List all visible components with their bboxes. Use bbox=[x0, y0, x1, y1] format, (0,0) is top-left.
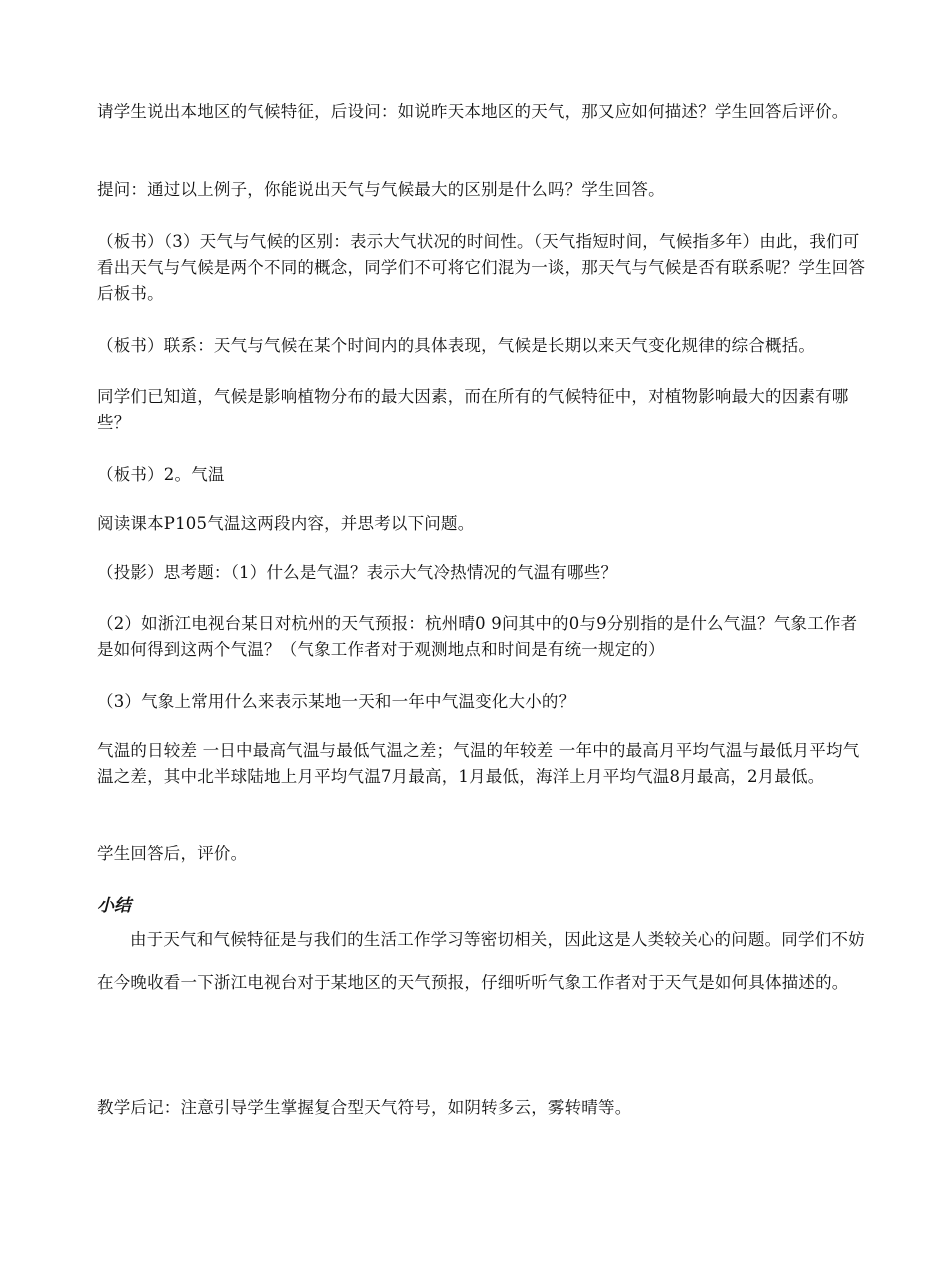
paragraph-board-temperature: （板书）2。气温 bbox=[97, 465, 225, 484]
paragraph-climate-question: 请学生说出本地区的气候特征，后设问：如说昨天本地区的天气，那又应如何描述？学生回答后评价。 bbox=[97, 102, 849, 121]
paragraph-board-difference: （板书）（3）天气与气候的区别：表示大气状况的时间性。（天气指短时间，气候指多年）由此，我们可看出天气与气候是两个不同的概念，同学们不可将它们混为一谈，那天气与气候是否有联系呢？学生回答后板书。 bbox=[97, 232, 866, 303]
teaching-postscript: 教学后记：注意引导学生掌握复合型天气符号，如阴转多云，雾转晴等。 bbox=[97, 1098, 632, 1117]
paragraph-plant-factors: 同学们已知道，气候是影响植物分布的最大因素，而在所有的气候特征中，对植物影响最大的因素有哪些？ bbox=[97, 387, 849, 432]
paragraph-temperature-range: 气温的日较差 一日中最高气温与最低气温之差；气温的年较差 一年中的最高月平均气温与最低月平均气温之差，其中北半球陆地上月平均气温7月最高，1月最低，海洋上月平均气温8月最高，2月最低。 bbox=[97, 741, 860, 786]
paragraph-question-1: （投影）思考题：（1）什么是气温？表示大气冷热情况的气温有哪些？ bbox=[97, 563, 618, 582]
paragraph-board-connection: （板书）联系：天气与气候在某个时间内的具体表现，气候是长期以来天气变化规律的综合概括。 bbox=[97, 336, 816, 355]
summary-heading: 小结 bbox=[97, 896, 131, 916]
paragraph-question-2: （2）如浙江电视台某日对杭州的天气预报：杭州晴0 9问其中的0与9分别指的是什么气温？气象工作者是如何得到这两个气温？（气象工作者对于观测地点和时间是有统一规定的） bbox=[97, 614, 858, 659]
paragraph-difference-question: 提问：通过以上例子，你能说出天气与气候最大的区别是什么吗？学生回答。 bbox=[97, 180, 665, 199]
paragraph-question-3: （3）气象上常用什么来表示某地一天和一年中气温变化大小的？ bbox=[97, 692, 576, 711]
paragraph-reading-task: 阅读课本P105气温这两段内容，并思考以下问题。 bbox=[97, 514, 475, 533]
paragraph-evaluation: 学生回答后，评价。 bbox=[97, 844, 248, 863]
summary-text: 由于天气和气候特征是与我们的生活工作学习等密切相关，因此这是人类较关心的问题。同学们不妨在今晚收看一下浙江电视台对于某地区的天气预报，仔细听听气象工作者对于天气是如何具体描述的。 bbox=[97, 930, 865, 992]
